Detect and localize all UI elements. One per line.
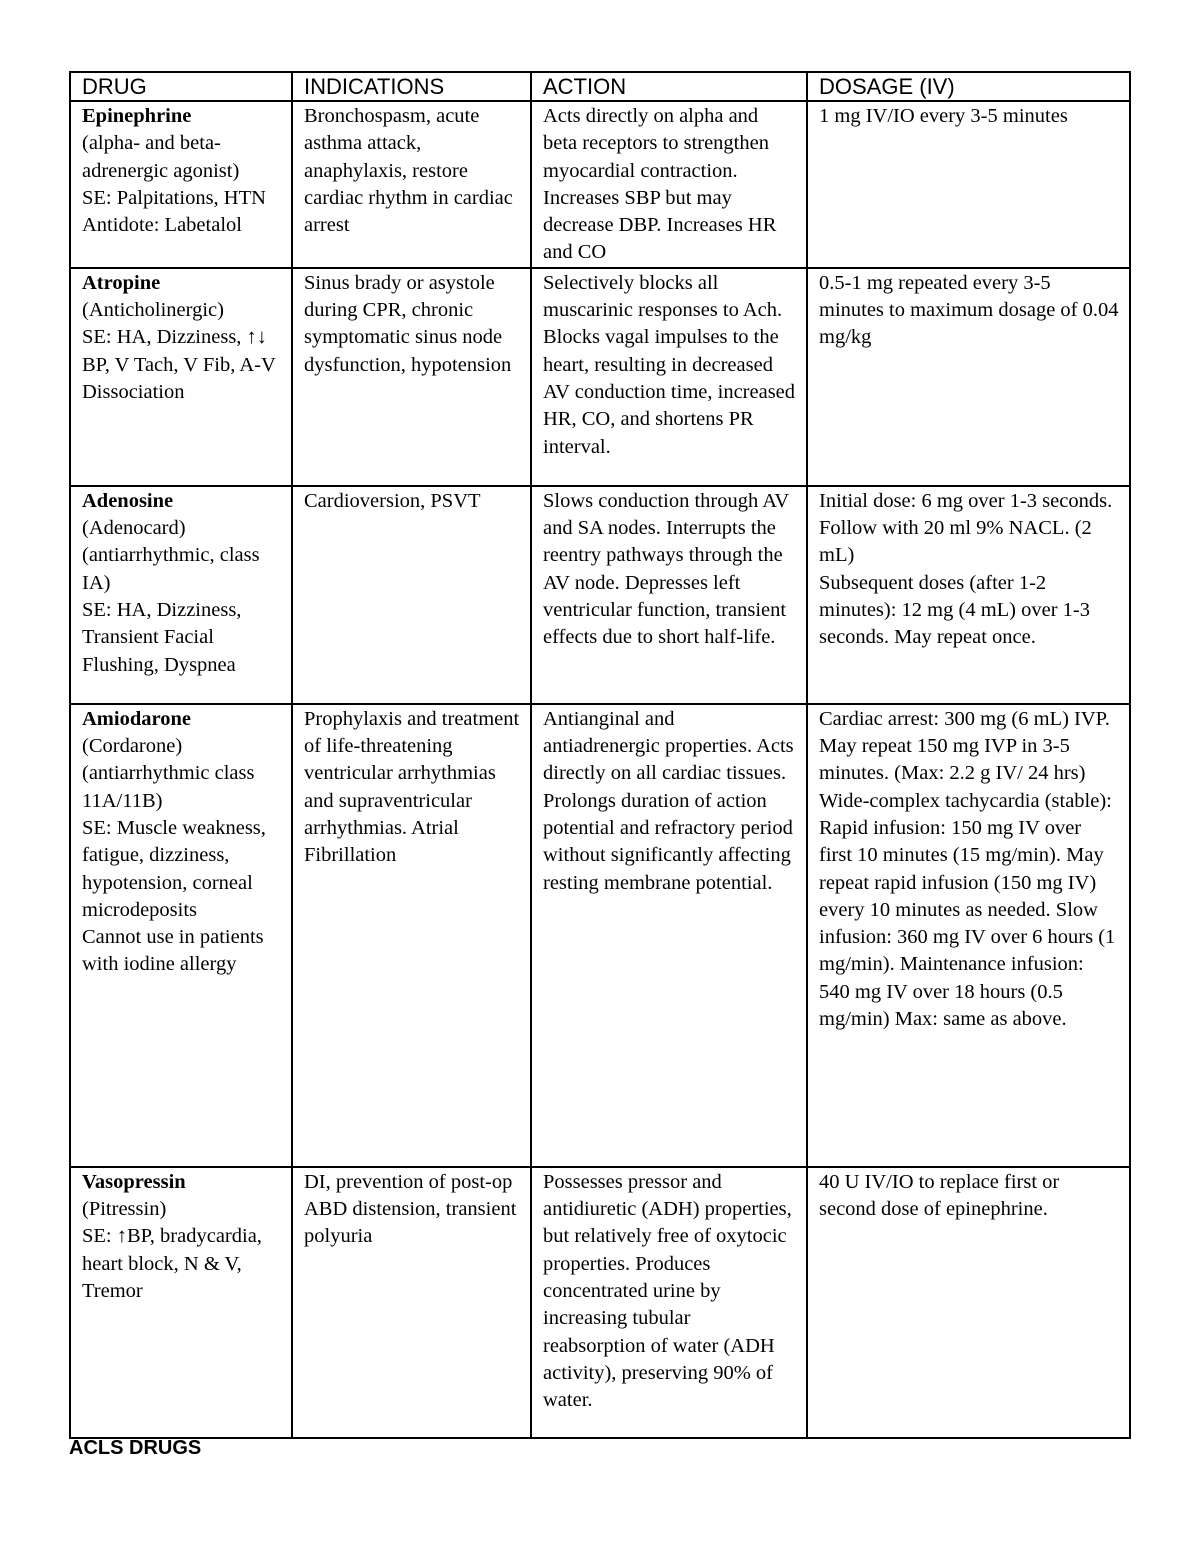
header-dosage: DOSAGE (IV)	[807, 72, 1130, 101]
indications-cell	[292, 101, 531, 268]
drug-name: Amiodarone	[82, 707, 191, 730]
dosage-cell	[807, 1167, 1130, 1438]
acls-drug-table	[69, 71, 1131, 1439]
dosage-text: 1 mg IV/IO every 3-5 minutes	[819, 105, 1068, 127]
drug-side-effects: SE: Palpitations, HTN	[82, 186, 266, 209]
table-row	[70, 268, 1130, 486]
drug-cell	[70, 486, 292, 704]
action-text: Acts directly on alpha and beta receptors to strengthen myocardial contraction. Increases SBP but may decrease DBP. Increases HR and CO	[543, 105, 777, 264]
indications-text: Cardioversion, PSVT	[304, 489, 481, 512]
drug-side-effects: SE: ↑BP, bradycardia, heart block, N & V, Tremor	[82, 1225, 262, 1302]
action-cell	[531, 704, 807, 1167]
action-text: Possesses pressor and antidiuretic (ADH) properties, but relatively free of oxytocic properties. Produces concentrated urine by increasing tubular reabsorption of water (ADH activity), preserving 90% of water.	[543, 1170, 792, 1412]
table-header-row	[70, 72, 1130, 101]
dosage-initial-text: Initial dose: 6 mg over 1-3 seconds. Follow with 20 ml 9% NACL. (2 mL)	[819, 489, 1113, 567]
indications-cell	[292, 704, 531, 1167]
drug-side-effects: SE: HA, Dizziness, ↑↓ BP, V Tach, V Fib, A-V Dissociation	[82, 326, 276, 403]
dosage-cell	[807, 704, 1130, 1167]
table-row	[70, 101, 1130, 268]
drug-name: Atropine	[82, 271, 161, 294]
drug-brand: (Adenocard)	[82, 517, 186, 540]
action-cell	[531, 1167, 807, 1438]
table-row	[70, 1167, 1130, 1438]
action-cell	[531, 268, 807, 486]
dosage-cell	[807, 268, 1130, 486]
indications-text: Prophylaxis and treatment of life-threatening ventricular arrhythmias and supraventricular arrhythmias. Atrial Fibrillation	[304, 707, 520, 867]
dosage-arrest-text: Cardiac arrest: 300 mg (6 mL) IVP. May repeat 150 mg IVP in 3-5 minutes. (Max: 2.2 g IV/ 24 hrs)	[819, 707, 1110, 785]
drug-side-effects: SE: Muscle weakness, fatigue, dizziness, hypotension, corneal microdeposits	[82, 816, 266, 921]
drug-brand: (Pitressin)	[82, 1198, 167, 1221]
action-text: Antianginal and antiadrenergic properties. Acts directly on all cardiac tissues. Prolongs duration of action potential and refractory period without significantly affecting resting membrane potential.	[543, 707, 794, 894]
indications-cell	[292, 1167, 531, 1438]
action-text: Selectively blocks all muscarinic responses to Ach. Blocks vagal impulses to the heart, resulting in decreased AV conduction time, increased HR, CO, and shortens PR interval.	[543, 271, 796, 458]
drug-name: Vasopressin	[82, 1170, 186, 1193]
drug-class: (antiarrhythmic class 11A/11B)	[82, 762, 255, 812]
indications-cell	[292, 486, 531, 704]
dosage-subsequent-text: Subsequent doses (after 1-2 minutes): 12 mg (4 mL) over 1-3 seconds. May repeat once.	[819, 571, 1091, 649]
indications-text: Sinus brady or asystole during CPR, chronic symptomatic sinus node dysfunction, hypotension	[304, 271, 512, 376]
action-text: Slows conduction through AV and SA nodes. Interrupts the reentry pathways through the AV node. Depresses left ventricular function, transient effects due to short half-life.	[543, 489, 789, 649]
dosage-text: 40 U IV/IO to replace first or second dose of epinephrine.	[819, 1170, 1060, 1221]
drug-brand: (Cordarone)	[82, 735, 183, 758]
table-row	[70, 704, 1130, 1167]
drug-cell	[70, 1167, 292, 1438]
drug-name: Adenosine	[82, 489, 174, 512]
action-cell	[531, 101, 807, 268]
drug-name: Epinephrine	[82, 105, 192, 127]
indications-text: Bronchospasm, acute asthma attack, anaphylaxis, restore cardiac rhythm in cardiac arrest	[304, 105, 513, 237]
drug-antidote: Antidote: Labetalol	[82, 214, 242, 237]
drug-class: (alpha- and beta-adrenergic agonist)	[82, 132, 240, 182]
drug-class: (Anticholinergic)	[82, 299, 224, 322]
drug-side-effects: SE: HA, Dizziness, Transient Facial Flushing, Dyspnea	[82, 598, 242, 676]
document-title: ACLS DRUGS	[69, 1437, 202, 1459]
drug-cell	[70, 101, 292, 268]
dosage-tachycardia-text: Wide-complex tachycardia (stable): Rapid infusion: 150 mg IV over first 10 minutes (15 mg/min). May repeat rapid infusion (150 mg IV) every 10 minutes as needed. Slow infusion: 360 mg IV over 6 hours (1 mg/min). Maintenance infusion: 540 mg IV over 18 hours (0.5 mg/min) Max: same as above.	[819, 789, 1116, 1031]
header-indications: INDICATIONS	[292, 72, 531, 101]
indications-text: DI, prevention of post-op ABD distension, transient polyuria	[304, 1170, 517, 1248]
dosage-cell	[807, 486, 1130, 704]
header-drug: DRUG	[70, 72, 292, 101]
drug-class: (antiarrhythmic, class IA)	[82, 544, 260, 594]
header-action: ACTION	[531, 72, 807, 101]
drug-contraindication: Cannot use in patients with iodine allergy	[82, 926, 264, 976]
dosage-cell	[807, 101, 1130, 268]
drug-cell	[70, 704, 292, 1167]
table-row	[70, 486, 1130, 704]
action-cell	[531, 486, 807, 704]
indications-cell	[292, 268, 531, 486]
drug-cell	[70, 268, 292, 486]
dosage-text: 0.5-1 mg repeated every 3-5 minutes to maximum dosage of 0.04 mg/kg	[819, 271, 1119, 349]
